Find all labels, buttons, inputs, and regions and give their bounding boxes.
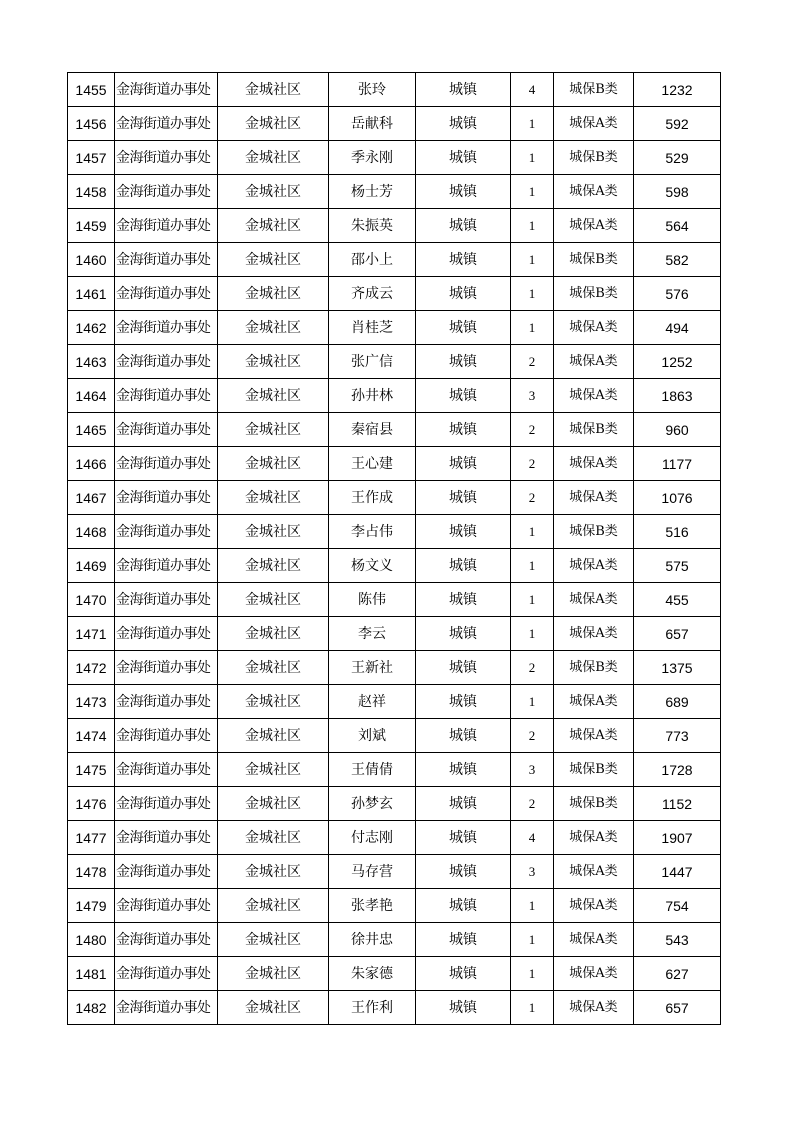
household-count-cell: 3	[511, 855, 554, 889]
insurance-type-cell: 城保A类	[554, 209, 634, 243]
household-count-cell: 2	[511, 719, 554, 753]
table-row	[68, 209, 721, 243]
table-body	[68, 73, 721, 1025]
area-cell: 城镇	[416, 957, 511, 991]
table-row	[68, 685, 721, 719]
record-id-cell: 1459	[68, 209, 115, 243]
household-count-cell: 2	[511, 413, 554, 447]
amount-cell: 657	[634, 991, 721, 1025]
area-cell: 城镇	[416, 209, 511, 243]
household-count-cell: 1	[511, 685, 554, 719]
office-cell: 金海街道办事处	[115, 957, 218, 991]
name-cell: 徐井忠	[329, 923, 416, 957]
name-cell: 李云	[329, 617, 416, 651]
office-cell: 金海街道办事处	[115, 719, 218, 753]
table-row	[68, 175, 721, 209]
amount-cell: 773	[634, 719, 721, 753]
record-id-cell: 1457	[68, 141, 115, 175]
name-cell: 王新社	[329, 651, 416, 685]
table-row	[68, 311, 721, 345]
name-cell: 王作成	[329, 481, 416, 515]
amount-cell: 1177	[634, 447, 721, 481]
amount-cell: 576	[634, 277, 721, 311]
household-count-cell: 1	[511, 889, 554, 923]
insurance-type-cell: 城保B类	[554, 515, 634, 549]
insurance-type-cell: 城保B类	[554, 753, 634, 787]
community-cell: 金城社区	[218, 243, 329, 277]
community-cell: 金城社区	[218, 413, 329, 447]
office-cell: 金海街道办事处	[115, 311, 218, 345]
office-cell: 金海街道办事处	[115, 107, 218, 141]
office-cell: 金海街道办事处	[115, 413, 218, 447]
name-cell: 孙井林	[329, 379, 416, 413]
name-cell: 马存营	[329, 855, 416, 889]
table-row	[68, 447, 721, 481]
insurance-type-cell: 城保A类	[554, 175, 634, 209]
household-count-cell: 2	[511, 481, 554, 515]
amount-cell: 754	[634, 889, 721, 923]
office-cell: 金海街道办事处	[115, 821, 218, 855]
amount-cell: 494	[634, 311, 721, 345]
table-row	[68, 651, 721, 685]
office-cell: 金海街道办事处	[115, 923, 218, 957]
area-cell: 城镇	[416, 413, 511, 447]
record-id-cell: 1482	[68, 991, 115, 1025]
area-cell: 城镇	[416, 991, 511, 1025]
insurance-type-cell: 城保A类	[554, 889, 634, 923]
record-id-cell: 1465	[68, 413, 115, 447]
office-cell: 金海街道办事处	[115, 685, 218, 719]
amount-cell: 1252	[634, 345, 721, 379]
office-cell: 金海街道办事处	[115, 73, 218, 107]
area-cell: 城镇	[416, 73, 511, 107]
table-row	[68, 889, 721, 923]
name-cell: 孙梦玄	[329, 787, 416, 821]
table-row	[68, 515, 721, 549]
table-row	[68, 73, 721, 107]
community-cell: 金城社区	[218, 175, 329, 209]
table-row	[68, 753, 721, 787]
amount-cell: 960	[634, 413, 721, 447]
household-count-cell: 1	[511, 923, 554, 957]
amount-cell: 592	[634, 107, 721, 141]
community-cell: 金城社区	[218, 549, 329, 583]
table-row	[68, 243, 721, 277]
record-id-cell: 1478	[68, 855, 115, 889]
amount-cell: 627	[634, 957, 721, 991]
household-count-cell: 3	[511, 753, 554, 787]
office-cell: 金海街道办事处	[115, 379, 218, 413]
records-table	[67, 72, 721, 1025]
record-id-cell: 1470	[68, 583, 115, 617]
insurance-type-cell: 城保A类	[554, 583, 634, 617]
amount-cell: 657	[634, 617, 721, 651]
household-count-cell: 1	[511, 141, 554, 175]
office-cell: 金海街道办事处	[115, 277, 218, 311]
household-count-cell: 1	[511, 209, 554, 243]
community-cell: 金城社区	[218, 651, 329, 685]
amount-cell: 1728	[634, 753, 721, 787]
name-cell: 王倩倩	[329, 753, 416, 787]
table-row	[68, 413, 721, 447]
amount-cell: 516	[634, 515, 721, 549]
household-count-cell: 1	[511, 243, 554, 277]
household-count-cell: 1	[511, 107, 554, 141]
area-cell: 城镇	[416, 753, 511, 787]
record-id-cell: 1455	[68, 73, 115, 107]
name-cell: 朱振英	[329, 209, 416, 243]
community-cell: 金城社区	[218, 753, 329, 787]
insurance-type-cell: 城保A类	[554, 447, 634, 481]
community-cell: 金城社区	[218, 685, 329, 719]
table-row	[68, 141, 721, 175]
record-id-cell: 1460	[68, 243, 115, 277]
area-cell: 城镇	[416, 923, 511, 957]
table-row	[68, 277, 721, 311]
household-count-cell: 2	[511, 345, 554, 379]
table-row	[68, 549, 721, 583]
community-cell: 金城社区	[218, 821, 329, 855]
area-cell: 城镇	[416, 311, 511, 345]
office-cell: 金海街道办事处	[115, 481, 218, 515]
name-cell: 刘斌	[329, 719, 416, 753]
amount-cell: 1375	[634, 651, 721, 685]
name-cell: 杨士芳	[329, 175, 416, 209]
office-cell: 金海街道办事处	[115, 991, 218, 1025]
insurance-type-cell: 城保B类	[554, 787, 634, 821]
record-id-cell: 1473	[68, 685, 115, 719]
community-cell: 金城社区	[218, 379, 329, 413]
record-id-cell: 1468	[68, 515, 115, 549]
community-cell: 金城社区	[218, 855, 329, 889]
area-cell: 城镇	[416, 821, 511, 855]
household-count-cell: 2	[511, 651, 554, 685]
name-cell: 赵祥	[329, 685, 416, 719]
area-cell: 城镇	[416, 583, 511, 617]
name-cell: 张孝艳	[329, 889, 416, 923]
area-cell: 城镇	[416, 889, 511, 923]
area-cell: 城镇	[416, 685, 511, 719]
record-id-cell: 1466	[68, 447, 115, 481]
office-cell: 金海街道办事处	[115, 617, 218, 651]
insurance-type-cell: 城保B类	[554, 141, 634, 175]
office-cell: 金海街道办事处	[115, 447, 218, 481]
household-count-cell: 1	[511, 957, 554, 991]
community-cell: 金城社区	[218, 141, 329, 175]
table-row	[68, 787, 721, 821]
insurance-type-cell: 城保A类	[554, 311, 634, 345]
household-count-cell: 1	[511, 991, 554, 1025]
name-cell: 朱家德	[329, 957, 416, 991]
household-count-cell: 4	[511, 821, 554, 855]
insurance-type-cell: 城保B类	[554, 277, 634, 311]
area-cell: 城镇	[416, 175, 511, 209]
amount-cell: 1152	[634, 787, 721, 821]
amount-cell: 564	[634, 209, 721, 243]
area-cell: 城镇	[416, 719, 511, 753]
table-row	[68, 583, 721, 617]
insurance-type-cell: 城保A类	[554, 617, 634, 651]
office-cell: 金海街道办事处	[115, 243, 218, 277]
community-cell: 金城社区	[218, 957, 329, 991]
area-cell: 城镇	[416, 107, 511, 141]
household-count-cell: 1	[511, 311, 554, 345]
record-id-cell: 1461	[68, 277, 115, 311]
amount-cell: 455	[634, 583, 721, 617]
household-count-cell: 4	[511, 73, 554, 107]
office-cell: 金海街道办事处	[115, 787, 218, 821]
area-cell: 城镇	[416, 481, 511, 515]
table-row	[68, 719, 721, 753]
insurance-type-cell: 城保A类	[554, 991, 634, 1025]
name-cell: 张玲	[329, 73, 416, 107]
table-row	[68, 855, 721, 889]
community-cell: 金城社区	[218, 107, 329, 141]
area-cell: 城镇	[416, 243, 511, 277]
office-cell: 金海街道办事处	[115, 141, 218, 175]
amount-cell: 543	[634, 923, 721, 957]
office-cell: 金海街道办事处	[115, 175, 218, 209]
name-cell: 张广信	[329, 345, 416, 379]
office-cell: 金海街道办事处	[115, 345, 218, 379]
record-id-cell: 1479	[68, 889, 115, 923]
table-row	[68, 991, 721, 1025]
office-cell: 金海街道办事处	[115, 753, 218, 787]
area-cell: 城镇	[416, 617, 511, 651]
table-row	[68, 821, 721, 855]
area-cell: 城镇	[416, 515, 511, 549]
name-cell: 季永刚	[329, 141, 416, 175]
area-cell: 城镇	[416, 855, 511, 889]
community-cell: 金城社区	[218, 991, 329, 1025]
name-cell: 邵小上	[329, 243, 416, 277]
amount-cell: 1863	[634, 379, 721, 413]
community-cell: 金城社区	[218, 923, 329, 957]
name-cell: 王心建	[329, 447, 416, 481]
amount-cell: 529	[634, 141, 721, 175]
insurance-type-cell: 城保B类	[554, 413, 634, 447]
community-cell: 金城社区	[218, 311, 329, 345]
record-id-cell: 1472	[68, 651, 115, 685]
community-cell: 金城社区	[218, 209, 329, 243]
insurance-type-cell: 城保B类	[554, 651, 634, 685]
household-count-cell: 1	[511, 515, 554, 549]
amount-cell: 1447	[634, 855, 721, 889]
amount-cell: 582	[634, 243, 721, 277]
area-cell: 城镇	[416, 379, 511, 413]
office-cell: 金海街道办事处	[115, 583, 218, 617]
community-cell: 金城社区	[218, 481, 329, 515]
household-count-cell: 1	[511, 175, 554, 209]
record-id-cell: 1462	[68, 311, 115, 345]
household-count-cell: 1	[511, 583, 554, 617]
office-cell: 金海街道办事处	[115, 515, 218, 549]
insurance-type-cell: 城保A类	[554, 379, 634, 413]
area-cell: 城镇	[416, 141, 511, 175]
office-cell: 金海街道办事处	[115, 855, 218, 889]
table-row	[68, 617, 721, 651]
office-cell: 金海街道办事处	[115, 651, 218, 685]
community-cell: 金城社区	[218, 719, 329, 753]
community-cell: 金城社区	[218, 583, 329, 617]
record-id-cell: 1476	[68, 787, 115, 821]
record-id-cell: 1469	[68, 549, 115, 583]
insurance-type-cell: 城保A类	[554, 549, 634, 583]
record-id-cell: 1463	[68, 345, 115, 379]
insurance-type-cell: 城保A类	[554, 107, 634, 141]
amount-cell: 1076	[634, 481, 721, 515]
community-cell: 金城社区	[218, 277, 329, 311]
household-count-cell: 1	[511, 277, 554, 311]
insurance-type-cell: 城保A类	[554, 855, 634, 889]
insurance-type-cell: 城保B类	[554, 243, 634, 277]
amount-cell: 1907	[634, 821, 721, 855]
area-cell: 城镇	[416, 447, 511, 481]
amount-cell: 1232	[634, 73, 721, 107]
household-count-cell: 1	[511, 617, 554, 651]
insurance-type-cell: 城保A类	[554, 821, 634, 855]
table-row	[68, 957, 721, 991]
name-cell: 陈伟	[329, 583, 416, 617]
name-cell: 杨文义	[329, 549, 416, 583]
insurance-type-cell: 城保A类	[554, 685, 634, 719]
name-cell: 李占伟	[329, 515, 416, 549]
insurance-type-cell: 城保A类	[554, 345, 634, 379]
community-cell: 金城社区	[218, 73, 329, 107]
area-cell: 城镇	[416, 345, 511, 379]
amount-cell: 575	[634, 549, 721, 583]
record-id-cell: 1471	[68, 617, 115, 651]
table-row	[68, 923, 721, 957]
household-count-cell: 3	[511, 379, 554, 413]
household-count-cell: 2	[511, 787, 554, 821]
area-cell: 城镇	[416, 651, 511, 685]
name-cell: 肖桂芝	[329, 311, 416, 345]
record-id-cell: 1458	[68, 175, 115, 209]
household-count-cell: 2	[511, 447, 554, 481]
area-cell: 城镇	[416, 277, 511, 311]
name-cell: 付志刚	[329, 821, 416, 855]
community-cell: 金城社区	[218, 889, 329, 923]
amount-cell: 598	[634, 175, 721, 209]
record-id-cell: 1480	[68, 923, 115, 957]
name-cell: 齐成云	[329, 277, 416, 311]
table-row	[68, 345, 721, 379]
community-cell: 金城社区	[218, 787, 329, 821]
record-id-cell: 1481	[68, 957, 115, 991]
record-id-cell: 1464	[68, 379, 115, 413]
table-row	[68, 481, 721, 515]
household-count-cell: 1	[511, 549, 554, 583]
insurance-type-cell: 城保B类	[554, 73, 634, 107]
community-cell: 金城社区	[218, 515, 329, 549]
record-id-cell: 1474	[68, 719, 115, 753]
name-cell: 王作利	[329, 991, 416, 1025]
table-row	[68, 107, 721, 141]
office-cell: 金海街道办事处	[115, 209, 218, 243]
insurance-type-cell: 城保A类	[554, 719, 634, 753]
community-cell: 金城社区	[218, 447, 329, 481]
office-cell: 金海街道办事处	[115, 549, 218, 583]
record-id-cell: 1475	[68, 753, 115, 787]
office-cell: 金海街道办事处	[115, 889, 218, 923]
amount-cell: 689	[634, 685, 721, 719]
insurance-type-cell: 城保A类	[554, 923, 634, 957]
table-row	[68, 379, 721, 413]
insurance-type-cell: 城保A类	[554, 481, 634, 515]
area-cell: 城镇	[416, 549, 511, 583]
name-cell: 岳献科	[329, 107, 416, 141]
area-cell: 城镇	[416, 787, 511, 821]
record-id-cell: 1456	[68, 107, 115, 141]
record-id-cell: 1467	[68, 481, 115, 515]
community-cell: 金城社区	[218, 345, 329, 379]
name-cell: 秦宿县	[329, 413, 416, 447]
record-id-cell: 1477	[68, 821, 115, 855]
community-cell: 金城社区	[218, 617, 329, 651]
insurance-type-cell: 城保A类	[554, 957, 634, 991]
